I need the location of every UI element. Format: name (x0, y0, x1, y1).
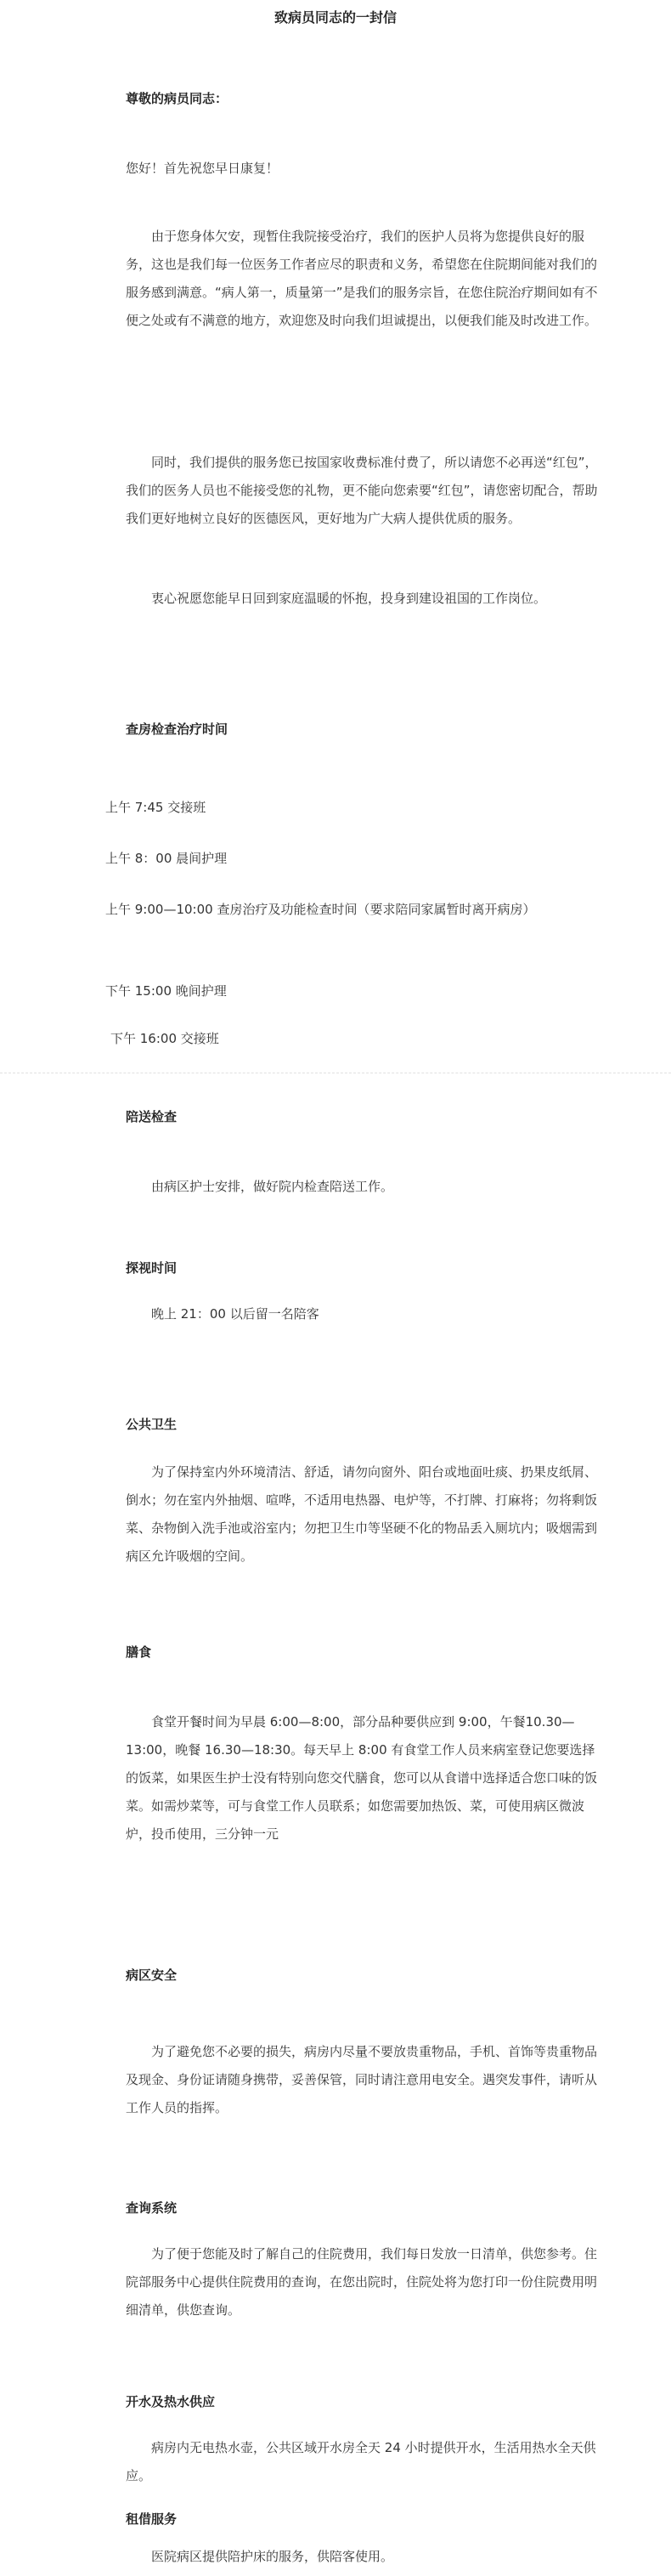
section-text-water: 病房内无电热水壶，公共区域开水房全天 24 小时提供开水，生活用热水全天供应。 (126, 2440, 596, 2483)
section-heading-rental: 租借服务 (126, 2511, 178, 2527)
letter-paragraph-2: 同时，我们提供的服务您已按国家收费标准付费了，所以请您不必再送“红包”，我们的医务人员也不能接受您的礼物，更不能向您索要“红包”，请您密切配合，帮助我们更好地树立良好的医德医风，更好地为广大病人提供优质的服务。 (126, 455, 598, 526)
section-heading-visiting: 探视时间 (126, 1260, 178, 1276)
section-text-billing: 为了便于您能及时了解自己的住院费用，我们每日发放一日清单，供您参考。住院部服务中心提供住院费用的查询，在您出院时，住院处将为您打印一份住院费用明细清单，供您查询。 (126, 2246, 598, 2318)
schedule-item: 下午 15:00 晚间护理 (105, 983, 227, 999)
section-text-visiting: 晚上 21：00 以后留一名陪客 (151, 1306, 319, 1322)
divider (0, 1073, 671, 1074)
section-text-rental: 医院病区提供陪护床的服务，供陪客使用。 (151, 2549, 394, 2564)
section-heading-billing: 查询系统 (126, 2200, 178, 2216)
schedule-item: 上午 7:45 交接班 (105, 800, 206, 815)
section-text-meals: 食堂开餐时间为早晨 6:00—8:00，部分品种要供应到 9:00，午餐10.30—13:00，晚餐 16.30—18:30。每天早上 8:00 有食堂工作人员来病室登记您要选择的饭菜，如果医生护士没有特别向您交代膳食，您可以从食谱中选择适合您口味的饭菜。如需炒菜等，可与食堂工作人员联系；如您需要加热饭、菜，可使用病区微波炉，投币使用，三分钟一元 (126, 1714, 598, 1842)
section-heading-meals: 膳食 (126, 1645, 152, 1660)
page-title: 致病员同志的一封信 (273, 9, 397, 25)
section-heading-hygiene: 公共卫生 (126, 1417, 178, 1432)
section-heading-water: 开水及热水供应 (126, 2394, 216, 2409)
schedule-item: 下午 16:00 交接班 (110, 1031, 219, 1046)
salutation: 尊敬的病员同志： (126, 91, 228, 106)
greeting: 您好！首先祝您早日康复！ (126, 161, 279, 176)
letter-paragraph-1: 由于您身体欠安，现暂住我院接受治疗，我们的医护人员将为您提供良好的服务，这也是我们每一位医务工作者应尽的职责和义务，希望您在住院期间能对我们的服务感到满意。“病人第一，质量第一”是我们的服务宗旨，在您住院治疗期间如有不便之处或有不满意的地方，欢迎您及时向我们坦诚提出，以便我们能及时改进工作。 (126, 229, 598, 328)
section-text-hygiene: 为了保持室内外环境清洁、舒适，请勿向窗外、阳台或地面吐痰、扔果皮纸屑、倒水；勿在室内外抽烟、喧哗，不适用电热器、电炉等，不打牌、打麻将；勿将剩饭菜、杂物倒入洗手池或浴室内；勿把卫生巾等坚硬不化的物品丢入厕坑内；吸烟需到病区允许吸烟的空间。 (126, 1464, 598, 1564)
section-heading-escort: 陪送检查 (126, 1109, 178, 1124)
section-heading-safety: 病区安全 (126, 1967, 178, 1983)
schedule-item: 上午 8：00 晨间护理 (105, 851, 228, 866)
section-text-safety: 为了避免您不必要的损失，病房内尽量不要放贵重物品，手机、首饰等贵重物品及现金、身份证请随身携带，妥善保管，同时请注意用电安全。遇突发事件，请听从工作人员的指挥。 (126, 2044, 598, 2115)
letter-paragraph-3: 衷心祝愿您能早日回到家庭温暖的怀抱，投身到建设祖国的工作岗位。 (151, 591, 547, 606)
section-heading-schedule: 查房检查治疗时间 (126, 722, 228, 737)
section-text-escort: 由病区护士安排，做好院内检查陪送工作。 (151, 1179, 394, 1194)
schedule-item: 上午 9:00—10:00 查房治疗及功能检查时间（要求陪同家属暂时离开病房） (105, 902, 536, 917)
